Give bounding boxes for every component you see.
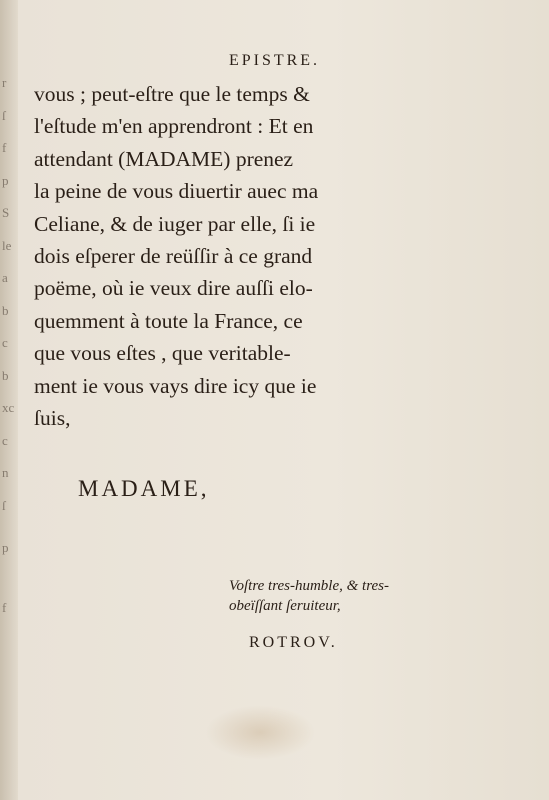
bleed-glyph: n xyxy=(2,465,9,480)
bleed-glyph: c xyxy=(2,433,8,448)
text-line: poëme, où ie veux dire auſſi elo- xyxy=(34,276,313,301)
bleed-glyph: p xyxy=(2,173,9,188)
bleed-glyph: ſ xyxy=(2,108,6,123)
bleed-glyph: r xyxy=(2,75,7,90)
bleed-glyph: a xyxy=(2,270,8,285)
paper-stain xyxy=(205,705,315,760)
bleed-glyph: b xyxy=(2,368,9,383)
text-line: attendant (MADAME) prenez xyxy=(34,146,294,171)
bleed-glyph: ſ xyxy=(2,498,6,513)
text-line: vous ; peut-eſtre que le temps & xyxy=(34,82,310,106)
bleed-glyph: f xyxy=(2,140,7,155)
epistle-body xyxy=(34,78,434,434)
signature-line-1: Voſtre tres-humble, & tres- xyxy=(229,578,389,594)
salutation: MADAME, xyxy=(78,476,210,501)
text-line: ſuis, xyxy=(34,406,71,431)
bleed-glyph: f xyxy=(2,600,7,615)
text-line: que vous eſtes , que veritable- xyxy=(34,341,291,366)
text-line: ment ie vous vays dire icy que ie xyxy=(34,373,317,398)
bleed-glyph: c xyxy=(2,335,8,350)
bleed-glyph: le xyxy=(2,238,12,253)
text-line: quemment à toute la France, ce xyxy=(34,308,303,333)
text-line: Celiane, & de iuger par elle, ſi ie xyxy=(34,211,316,236)
bleed-glyph: p xyxy=(2,540,9,555)
bleed-glyph: S xyxy=(2,205,10,220)
author-name: ROTROV. xyxy=(249,634,338,651)
text-line: l'eſtude m'en apprendront : Et en xyxy=(34,114,314,139)
signature-line-2: obeïſſant ſeruiteur, xyxy=(229,598,341,614)
text-line: dois eſperer de reüſſir à ce grand xyxy=(34,244,313,269)
bleed-glyph: xc xyxy=(2,400,15,415)
running-title: EPISTRE. xyxy=(228,52,321,69)
text-line: la peine de vous diuertir auec ma xyxy=(34,179,319,204)
bleed-glyph: b xyxy=(2,303,9,318)
